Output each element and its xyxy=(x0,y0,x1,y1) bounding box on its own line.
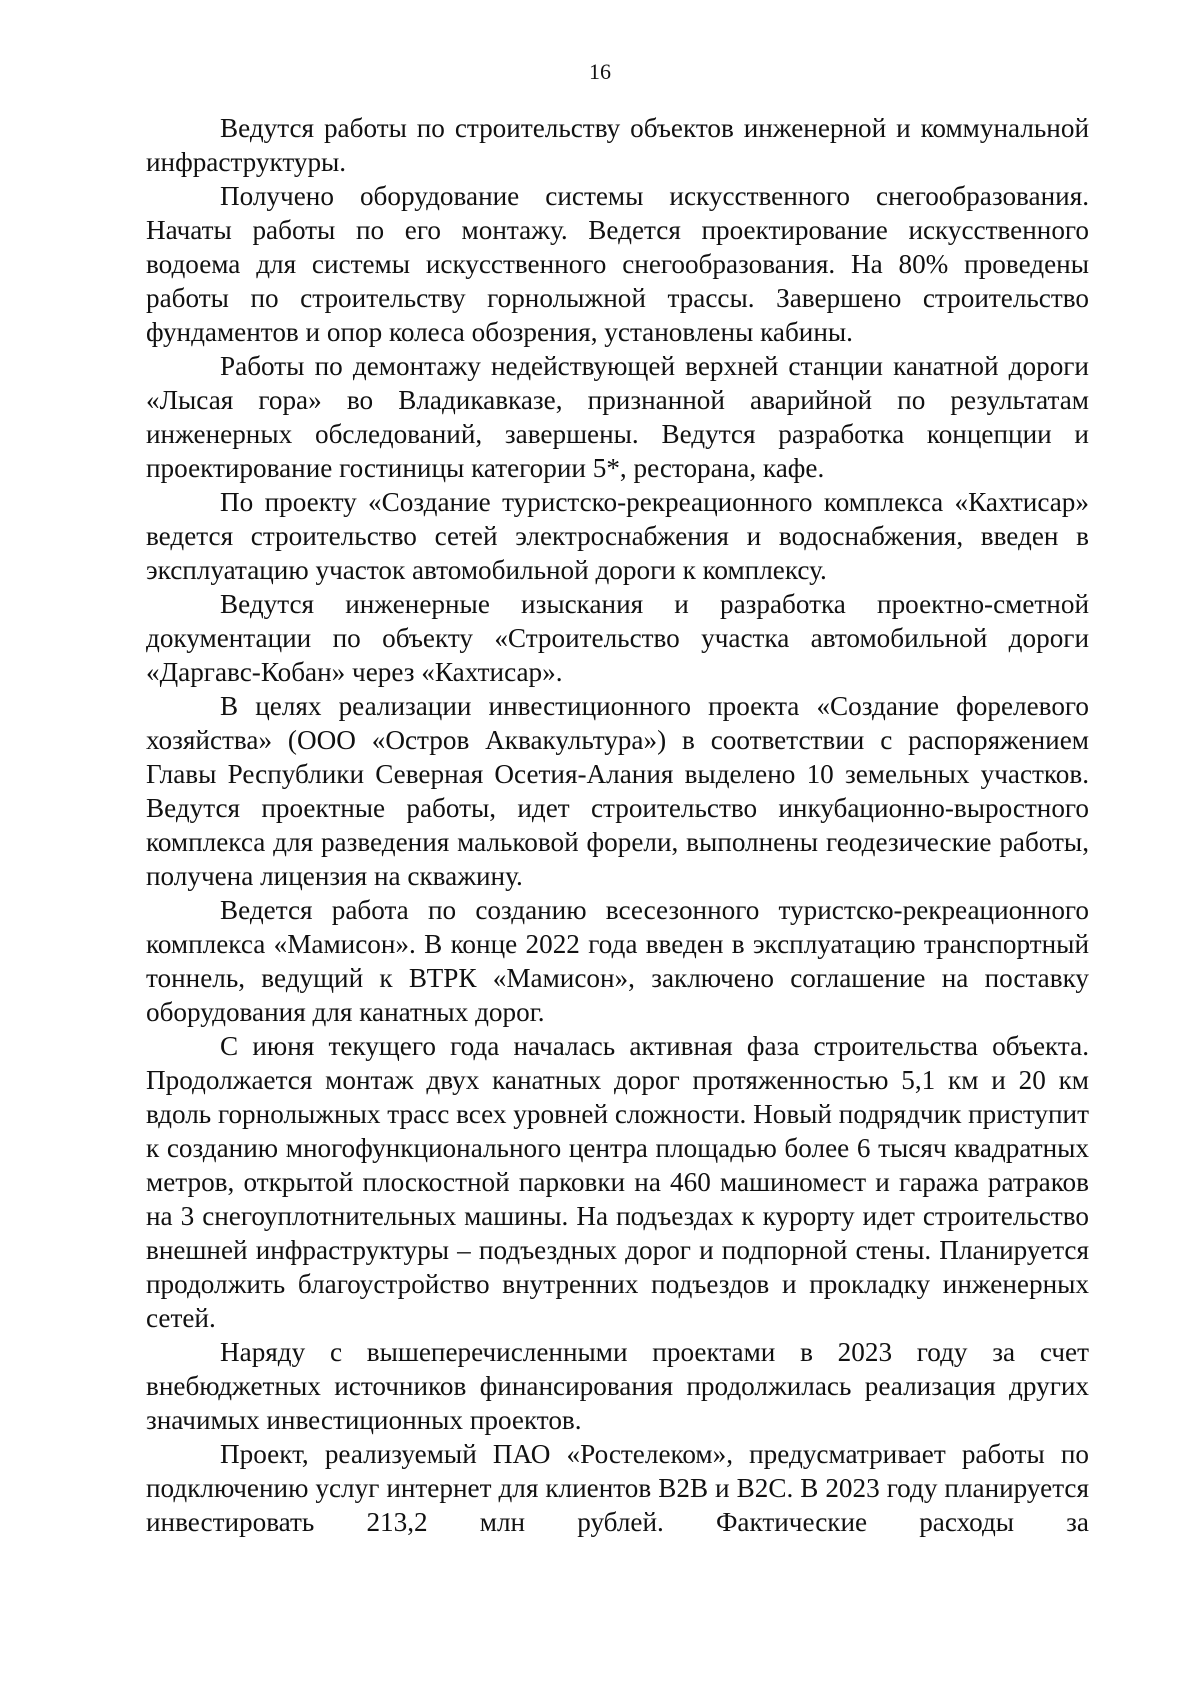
paragraph: Ведется работа по созданию всесезонного туристско-рекреационного комплекса «Мамисон». В конце 2022 года введен в эксплуатацию транспортный тоннель, ведущий к ВТРК «Мамисон», заключено соглашение на поставку оборудования для канатных дорог. xyxy=(146,895,1089,1027)
document-body xyxy=(146,111,1089,1539)
paragraph: Работы по демонтажу недействующей верхней станции канатной дороги «Лысая гора» во Владикавказе, признанной аварийной по результатам инженерных обследований, завершены. Ведутся разработка концепции и проектирование гостиницы категории 5*, ресторана, кафе. xyxy=(146,351,1089,483)
paragraph: С июня текущего года началась активная фаза строительства объекта. Продолжается монтаж двух канатных дорог протяженностью 5,1 км и 20 км вдоль горнолыжных трасс всех уровней сложности. Новый подрядчик приступит к созданию многофункционального центра площадью более 6 тысяч квадратных метров, открытой плоскостной парковки на 460 машиномест и гаража ратраков на 3 снегоуплотнительных машины. На подъездах к курорту идет строительство внешней инфраструктуры – подъездных дорог и подпорной стены. Планируется продолжить благоустройство внутренних подъездов и прокладку инженерных сетей. xyxy=(146,1031,1089,1333)
paragraph: Получено оборудование системы искусственного снегообразования. Начаты работы по его монтажу. Ведется проектирование искусственного водоема для системы искусственного снегообразования. На 80% проведены работы по строительству горнолыжной трассы. Завершено строительство фундаментов и опор колеса обозрения, установлены кабины. xyxy=(146,181,1089,347)
paragraph: По проекту «Создание туристско-рекреационного комплекса «Кахтисар» ведется строительство сетей электроснабжения и водоснабжения, введен в эксплуатацию участок автомобильной дороги к комплексу. xyxy=(146,487,1089,585)
paragraph: В целях реализации инвестиционного проекта «Создание форелевого хозяйства» (ООО «Остров Аквакультура») в соответствии с распоряжением Главы Республики Северная Осетия-Алания выделено 10 земельных участков. Ведутся проектные работы, идет строительство инкубационно-выростного комплекса для разведения мальковой форели, выполнены геодезические работы, получена лицензия на скважину. xyxy=(146,691,1089,891)
paragraph: Ведутся инженерные изыскания и разработка проектно-сметной документации по объекту «Строительство участка автомобильной дороги «Даргавс-Кобан» через «Кахтисар». xyxy=(146,589,1089,687)
paragraph-continued: Проект, реализуемый ПАО «Ростелеком», предусматривает работы по подключению услуг интернет для клиентов B2B и B2C. В 2023 году планируется инвестировать 213,2 млн рублей. Фактические расходы за xyxy=(146,1439,1089,1537)
paragraph: Ведутся работы по строительству объектов инженерной и коммунальной инфраструктуры. xyxy=(146,113,1089,177)
page-number: 16 xyxy=(589,59,611,84)
paragraph: Наряду с вышеперечисленными проектами в 2023 году за счет внебюджетных источников финансирования продолжилась реализация других значимых инвестиционных проектов. xyxy=(146,1337,1089,1435)
